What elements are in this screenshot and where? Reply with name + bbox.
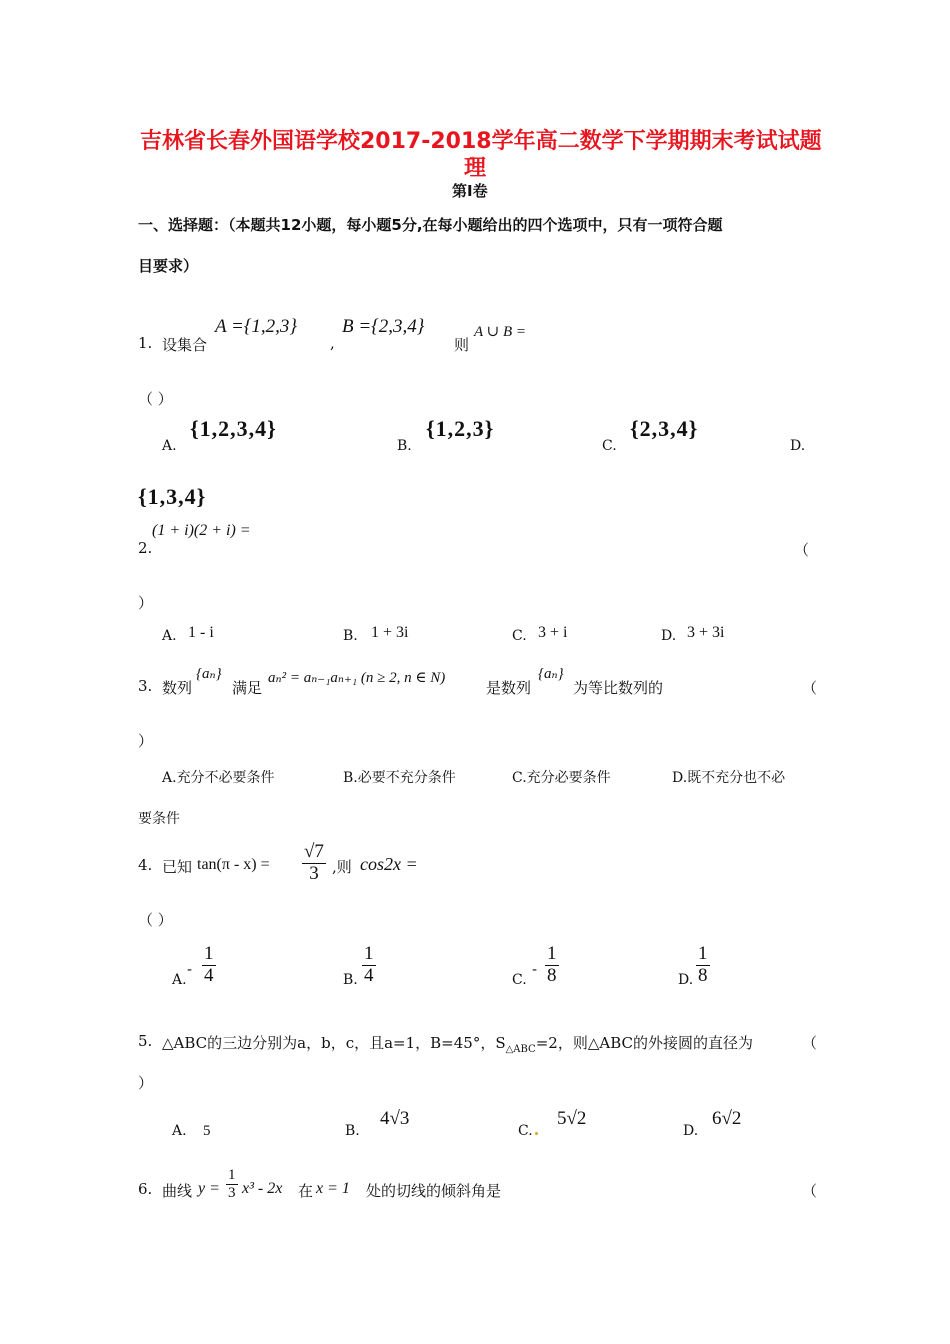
q1-option-c-value: {2,3,4}	[630, 416, 699, 441]
q4-expr: cos2x =	[360, 854, 418, 874]
q3-seq-1: {aₙ}	[196, 666, 222, 682]
q5-option-d-value: 6√2	[712, 1108, 742, 1129]
q6-text-pre: 曲线	[162, 1182, 193, 1200]
q3-formula: aₙ² = aₙ₋₁aₙ₊₁ (n ≥ 2, n ∈ N)	[268, 670, 446, 686]
q1-text-post: 则	[454, 336, 470, 354]
q5-bracket-left: （	[802, 1034, 818, 1052]
part-header-line1: 一、选择题：（本题共12小题，每小题5分,在每小题给出的四个选项中，只有一项符合题	[138, 216, 723, 234]
q3-text-mid: 满足	[232, 679, 263, 697]
q3-option-d-cont: 要条件	[138, 811, 180, 827]
q5-option-d-label: D.	[683, 1123, 699, 1139]
q4-option-d-fraction: $\frac{1}{8}$	[698, 943, 708, 986]
q2-option-b-label: B.	[343, 628, 358, 644]
q6-rhs: x³ - 2x	[242, 1180, 283, 1197]
q4-option-c-sign: -	[532, 960, 538, 978]
q5-option-b-value: 4√3	[380, 1108, 410, 1129]
q1-set-b: B ={2,3,4}	[342, 316, 425, 337]
q5-bracket-right: ）	[138, 1074, 154, 1092]
q6-lhs: y =	[198, 1180, 220, 1197]
q4-option-a-sign: -	[187, 960, 193, 978]
q1-option-a-label: A.	[162, 438, 177, 454]
q5-number: 5.	[138, 1032, 153, 1050]
q1-set-a: A ={1,2,3}	[215, 316, 298, 337]
q5-option-c-value: 5√2	[557, 1108, 587, 1129]
doc-title-line2: 理	[464, 156, 487, 181]
q5-option-a-label: A.	[172, 1123, 187, 1139]
q1-expr: A ∪ B =	[474, 324, 526, 340]
q4-option-a-label: A.	[172, 972, 187, 988]
q3-text-post: 为等比数列的	[573, 679, 664, 697]
q3-option-d: D.既不充分也不必	[672, 770, 786, 786]
q2-expr: (1 + i)(2 + i) =	[152, 522, 251, 539]
section-label: 第Ⅰ卷	[452, 182, 488, 200]
q2-number: 2.	[138, 539, 153, 557]
q2-option-c-label: C.	[512, 628, 527, 644]
q4-option-d-label: D.	[678, 972, 694, 988]
q2-option-a-value: 1 - i	[188, 624, 214, 641]
q1-text-pre: 设集合	[162, 336, 208, 354]
doc-title-line1: 吉林省长春外国语学校2017-2018学年高二数学下学期期末考试试题	[140, 129, 822, 154]
q4-text-pre: 已知	[162, 858, 193, 876]
q6-text-mid: 在	[298, 1182, 314, 1200]
q5-text: △ABC的三边分别为a，b，c，且a=1，B=45°，$S_{\triangle ABC}=2$，则△ABC的外接圆的直径为	[162, 1034, 753, 1055]
q3-bracket-right: ）	[138, 732, 154, 750]
q2-option-a-label: A.	[162, 628, 177, 644]
q2-bracket-left: （	[794, 541, 810, 559]
q1-comma: ,	[330, 334, 335, 352]
q6-at: x = 1	[316, 1180, 350, 1197]
q1-option-a-value: {1,2,3,4}	[190, 416, 277, 441]
q1-option-c-label: C.	[602, 438, 617, 454]
q6-number: 6.	[138, 1180, 153, 1198]
q2-option-d-value: 3 + 3i	[687, 624, 725, 641]
stray-dot-mark	[535, 1132, 538, 1135]
q3-number: 3.	[138, 677, 153, 695]
q3-option-c: C.充分必要条件	[512, 770, 611, 786]
q4-answer-bracket: （ ）	[138, 911, 173, 929]
q2-option-b-value: 1 + 3i	[371, 624, 409, 641]
q4-lhs: tan(π - x) =	[197, 856, 270, 873]
q5-option-b-label: B.	[345, 1123, 360, 1139]
q1-option-d-value: {1,3,4}	[138, 484, 207, 509]
q3-option-b: B.必要不充分条件	[343, 770, 456, 786]
q1-option-b-value: {1,2,3}	[426, 416, 495, 441]
q2-bracket-right: ）	[138, 594, 154, 612]
q4-option-b-label: B.	[343, 972, 358, 988]
q4-option-b-fraction: $\frac{1}{4}$	[364, 943, 374, 986]
q1-option-b-label: B.	[397, 438, 412, 454]
q3-seq-2: {aₙ}	[538, 666, 564, 682]
q4-text-mid: ,则	[332, 858, 352, 876]
q2-option-d-label: D.	[661, 628, 677, 644]
q4-rhs-fraction: $\frac{√7}{3}$	[304, 841, 324, 884]
q5-option-a-value: 5	[203, 1123, 211, 1139]
q5-option-c-label: C.	[518, 1123, 533, 1139]
q3-text-pre: 数列	[162, 679, 193, 697]
q3-text-mid2: 是数列	[486, 679, 532, 697]
q4-option-c-label: C.	[512, 972, 527, 988]
q1-answer-bracket: （ ）	[138, 390, 173, 408]
q4-option-a-fraction: $\frac{1}{4}$	[204, 943, 214, 986]
q3-bracket-left: （	[802, 679, 818, 697]
q4-option-c-fraction: $\frac{1}{8}$	[547, 943, 557, 986]
q6-fraction: $\frac{1}{3}$	[228, 1167, 236, 1201]
q6-bracket-left: （	[802, 1182, 818, 1200]
q3-option-a: A.充分不必要条件	[162, 770, 275, 786]
q1-number: 1.	[138, 334, 153, 352]
q1-option-d-label: D.	[790, 438, 806, 454]
part-header-line2: 目要求）	[138, 257, 199, 275]
q2-option-c-value: 3 + i	[538, 624, 568, 641]
q4-number: 4.	[138, 856, 153, 874]
q6-text-post: 处的切线的倾斜角是	[366, 1182, 502, 1200]
